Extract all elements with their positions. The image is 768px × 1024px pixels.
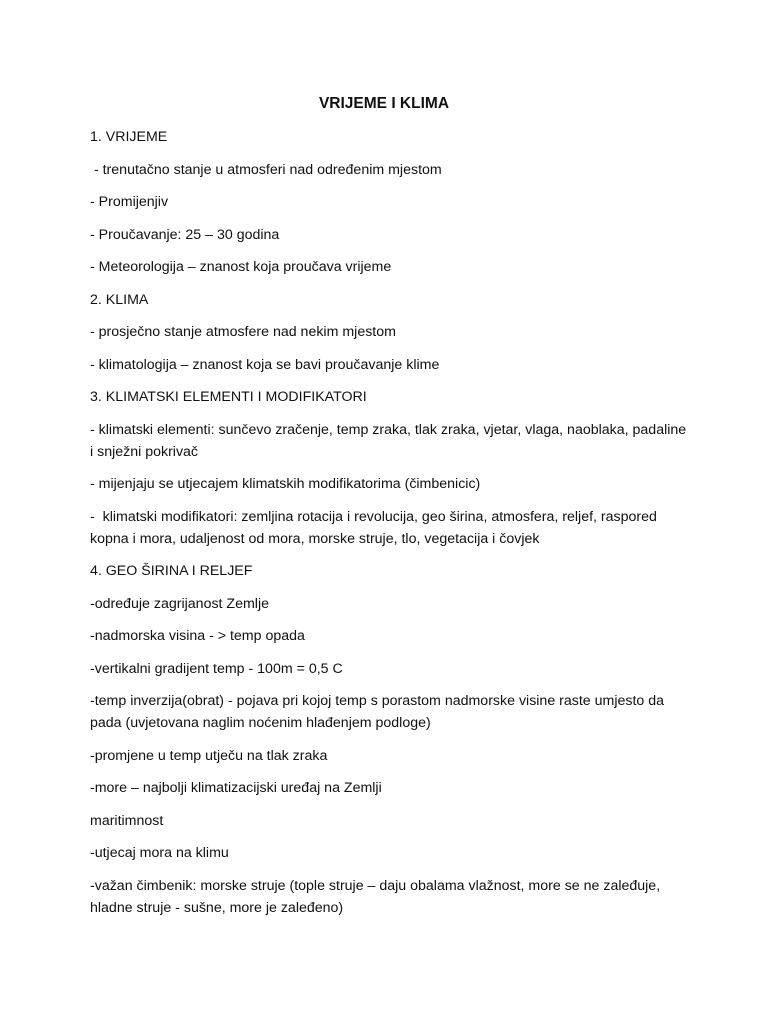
paragraph-line: -temp inverzija(obrat) - pojava pri kojoj temp s porastom nadmorske visine raste umjesto da pada (uvjetovana naglim noćenim hlađenjem podloge) (90, 693, 668, 731)
document-title: VRIJEME I KLIMA (318, 95, 450, 112)
section-heading-klimatski-elementi: 3. KLIMATSKI ELEMENTI I MODIFIKATORI (90, 389, 367, 405)
section-heading-vrijeme: 1. VRIJEME (90, 129, 168, 145)
paragraph-line: maritimnost (90, 812, 164, 829)
paragraph-line: -važan čimbenik: morske struje (tople struje – daju obalama vlažnost, more se ne zaleđuje, hladne struje - sušne, more je zaleđeno) (90, 877, 665, 916)
paragraph-line: - Promijenjiv (90, 194, 169, 210)
paragraph-line: - klimatski elementi: sunčevo zračenje, temp zraka, tlak zraka, vjetar, vlaga, naoblaka, padaline i snježni pokrivač (90, 421, 691, 460)
paragraph-line: -određuje zagrijanost Zemlje (90, 595, 270, 612)
document-body (90, 126, 690, 929)
section-heading-geo-sirina: 4. GEO ŠIRINA I RELJEF (90, 563, 253, 579)
paragraph-line: - klimatologija – znanost koja se bavi proučavanje klime (90, 356, 440, 373)
paragraph-line: - prosječno stanje atmosfere nad nekim mjestom (90, 324, 396, 340)
paragraph-line: -promjene u temp utječu na tlak zraka (90, 747, 328, 764)
paragraph-line: -more – najbolji klimatizacijski uređaj na Zemlji (90, 780, 382, 796)
paragraph-line: - klimatski modifikatori: zemljina rotacija i revolucija, geo širina, atmosfera, reljef, raspored kopna i mora, udaljenost od mora, morske struje, tlo, vegetacija i čovjek (90, 508, 661, 547)
paragraph-line: -nadmorska visina - > temp opada (90, 628, 305, 644)
paragraph-line: - Meteorologija – znanost koja proučava vrijeme (90, 259, 392, 275)
paragraph-line: -vertikalni gradijent temp - 100m = 0,5 C (90, 660, 343, 677)
section-heading-klima: 2. KLIMA (90, 291, 149, 308)
paragraph-line: - mijenjaju se utjecajem klimatskih modifikatorima (čimbenicic) (90, 476, 481, 492)
paragraph-line: -utjecaj mora na klimu (90, 845, 229, 861)
paragraph-line: - trenutačno stanje u atmosferi nad određenim mjestom (90, 161, 442, 178)
paragraph-line: - Proučavanje: 25 – 30 godina (90, 226, 280, 243)
